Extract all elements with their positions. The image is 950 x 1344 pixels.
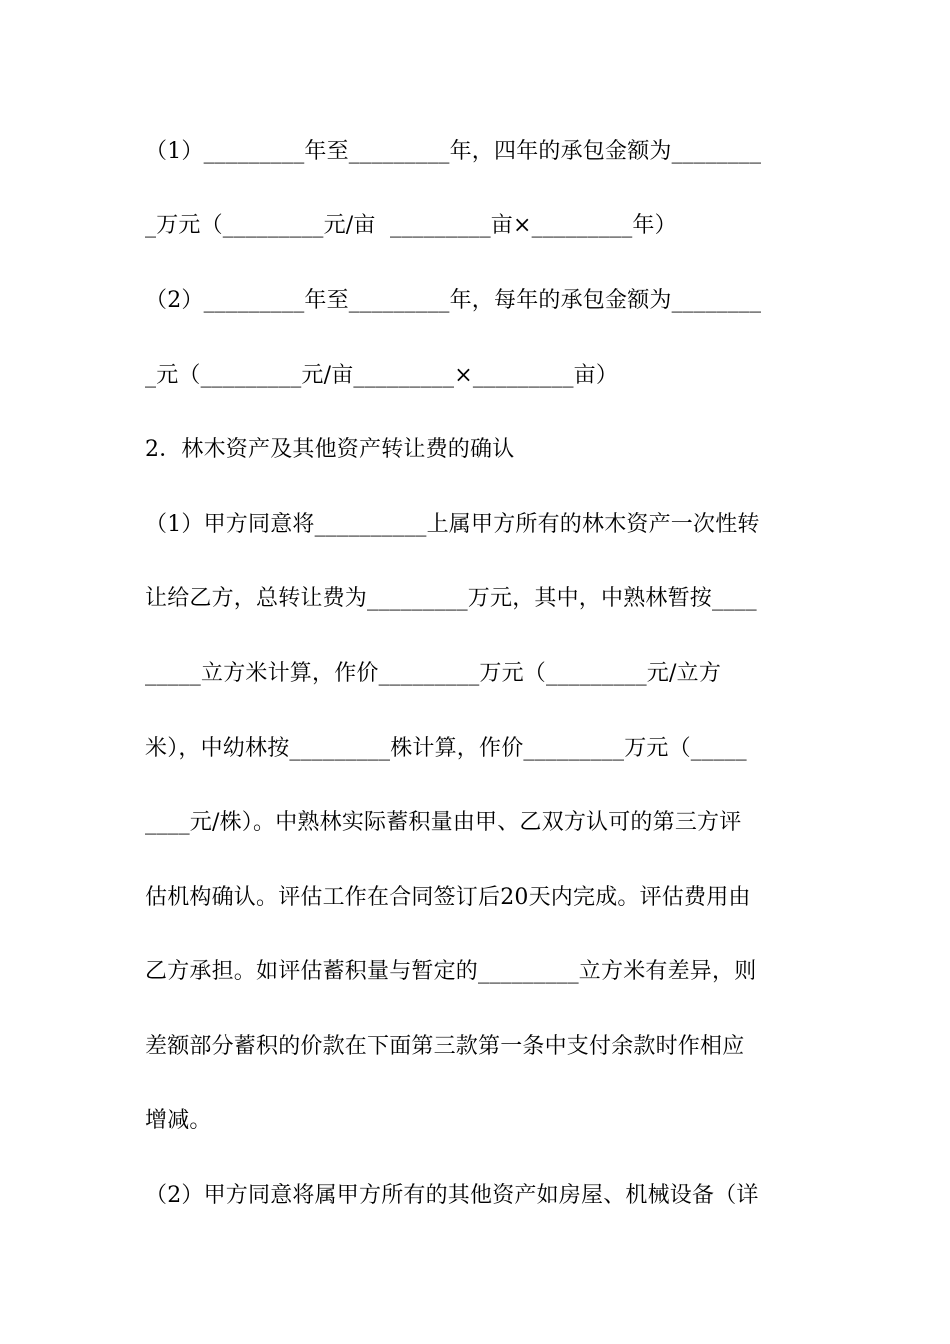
section-heading: 2．林木资产及其他资产转让费的确认 [145,437,515,462]
contract-clause-line: 估机构确认。评估工作在合同签订后20天内完成。评估费用由 [145,885,751,910]
contract-clause-line: _万元（_________元/亩 _________亩×_________年） [145,213,677,238]
contract-clause-line: 米），中幼林按_________株计算，作价_________万元（_____ [145,736,747,761]
contract-clause-line: 让给乙方，总转让费为_________万元，其中，中熟林暂按____ [145,586,757,611]
contract-clause-line: （1）甲方同意将__________上属甲方所有的林木资产一次性转 [145,512,760,537]
contract-clause-line: _元（_________元/亩_________×_________亩） [145,363,619,388]
contract-clause-line: _____立方米计算，作价_________万元（_________元/立方 [145,661,722,686]
contract-clause-line: （1）_________年至_________年，四年的承包金额为________ [145,139,762,164]
contract-clause-line: 乙方承担。如评估蓄积量与暂定的_________立方米有差异，则 [145,959,757,984]
contract-clause-line: 差额部分蓄积的价款在下面第三款第一条中支付余款时作相应 [145,1034,745,1059]
contract-clause-line: ____元/株）。中熟林实际蓄积量由甲、乙双方认可的第三方评 [145,810,742,835]
contract-clause-line: （2）_________年至_________年，每年的承包金额为________ [145,288,762,313]
contract-clause-line: （2）甲方同意将属甲方所有的其他资产如房屋、机械设备（详 [145,1183,759,1208]
contract-clause-line: 增减。 [145,1108,212,1133]
